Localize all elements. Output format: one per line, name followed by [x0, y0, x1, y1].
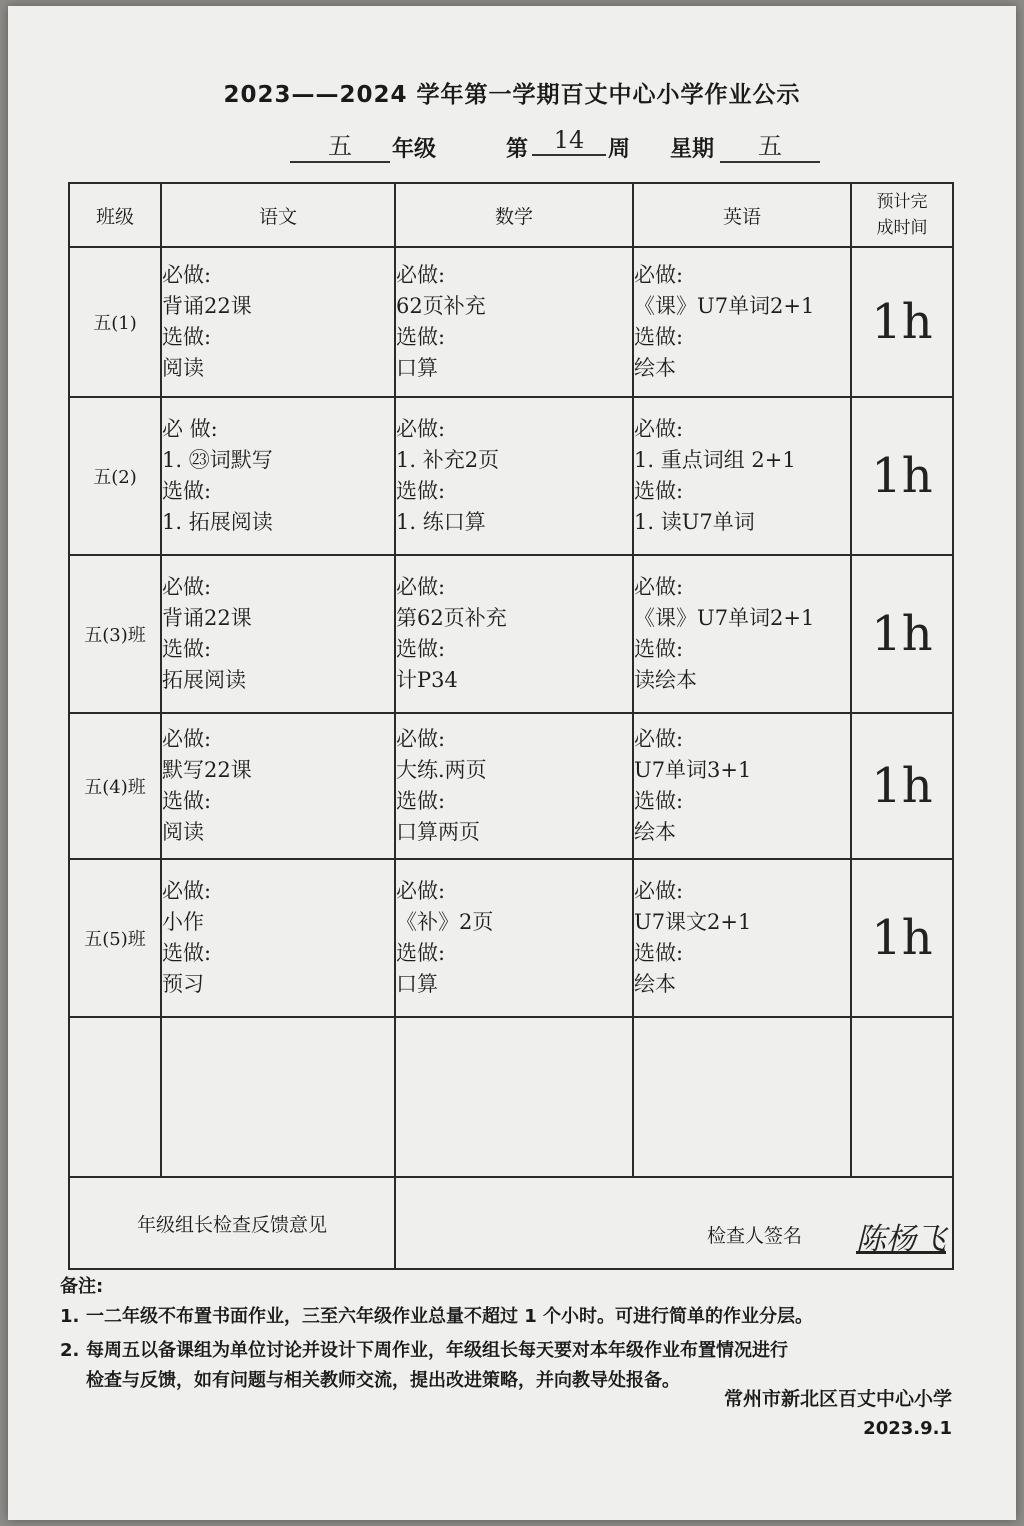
- feedback-row: [69, 1177, 953, 1269]
- class-cell: 五(2): [69, 397, 161, 555]
- math-cell: 必做: 第62页补充 选做: 计P34: [395, 555, 633, 713]
- week-prefix: 第: [506, 137, 529, 162]
- signature: 陈杨飞: [856, 1222, 946, 1257]
- week-value: 14: [532, 126, 606, 156]
- english-cell: 必做: 1. 重点词组 2+1 选做: 1. 读U7单词: [633, 397, 851, 555]
- header-time: 预计完 成时间: [851, 183, 953, 247]
- english-cell: 必做: 《课》U7单词2+1 选做: 读绘本: [633, 555, 851, 713]
- homework-table: [68, 182, 954, 1270]
- grade-label: 年级: [392, 137, 437, 162]
- weekday-label: 星期: [670, 137, 715, 162]
- header-english: 英语: [633, 183, 851, 247]
- english-cell: 必做: U7课文2+1 选做: 绘本: [633, 859, 851, 1017]
- notes: [60, 1272, 980, 1396]
- notes-heading: 备注:: [60, 1276, 104, 1297]
- math-cell: 必做: 《补》2页 选做: 口算: [395, 859, 633, 1017]
- math-cell: 必做: 62页补充 选做: 口算: [395, 247, 633, 397]
- signer-label: 检查人签名: [706, 1225, 802, 1247]
- chinese-cell: 必做: 默写22课 选做: 阅读: [161, 713, 395, 859]
- chinese-cell: 必做: 背诵22课 选做: 拓展阅读: [161, 555, 395, 713]
- note-item: 2. 每周五以备课组为单位讨论并设计下周作业，年级组长每天要对本年级作业布置情况进行 检查与反馈，如有问题与相关教师交流，提出改进策略，并向教导处报备。: [60, 1340, 788, 1391]
- school-name: 常州市新北区百丈中心小学: [723, 1388, 952, 1410]
- time-cell: 1h: [851, 555, 953, 713]
- math-cell: 必做: 1. 补充2页 选做: 1. 练口算: [395, 397, 633, 555]
- chinese-cell: 必 做: 1. ㉓词默写 选做: 1. 拓展阅读: [161, 397, 395, 555]
- grade-value: 五: [290, 126, 390, 163]
- header-math: 数学: [395, 183, 633, 247]
- time-cell: 1h: [851, 713, 953, 859]
- header-class: 班级: [69, 183, 161, 247]
- table-row: [69, 555, 953, 713]
- weekday-value: 五: [720, 126, 820, 163]
- time-cell: 1h: [851, 859, 953, 1017]
- class-cell: 五(3)班: [69, 555, 161, 713]
- header-chinese: 语文: [161, 183, 395, 247]
- math-cell: 必做: 大练.两页 选做: 口算两页: [395, 713, 633, 859]
- empty-row: [69, 1017, 953, 1177]
- class-cell: 五(5)班: [69, 859, 161, 1017]
- english-cell: 必做: 《课》U7单词2+1 选做: 绘本: [633, 247, 851, 397]
- class-cell: 五(1): [69, 247, 161, 397]
- homework-sheet: [8, 6, 1016, 1520]
- time-cell: 1h: [851, 397, 953, 555]
- note-item: 1. 一二年级不布置书面作业，三至六年级作业总量不超过 1 个小时。可进行简单的作业分层。: [60, 1306, 814, 1327]
- chinese-cell: 必做: 背诵22课 选做: 阅读: [161, 247, 395, 397]
- english-cell: 必做: U7单词3+1 选做: 绘本: [633, 713, 851, 859]
- page-title: 2023——2024 学年第一学期百丈中心小学作业公示: [223, 82, 801, 108]
- week-label: 周: [608, 137, 631, 162]
- time-cell: 1h: [851, 247, 953, 397]
- table-row: [69, 713, 953, 859]
- feedback-label: 年级组长检查反馈意见: [69, 1177, 395, 1269]
- header-row: [69, 183, 953, 247]
- table-row: [69, 397, 953, 555]
- feedback-cell: [395, 1177, 953, 1269]
- issue-date: 2023.9.1: [863, 1418, 952, 1439]
- table-row: [69, 859, 953, 1017]
- chinese-cell: 必做: 小作 选做: 预习: [161, 859, 395, 1017]
- table-row: [69, 247, 953, 397]
- class-cell: 五(4)班: [69, 713, 161, 859]
